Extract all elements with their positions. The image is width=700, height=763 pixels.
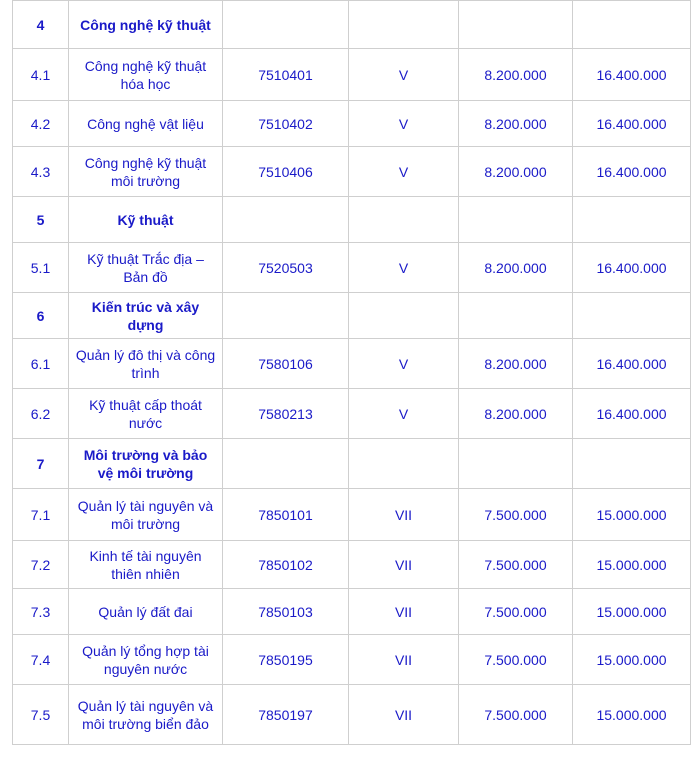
table-row [13,339,691,389]
cell-major-name: Quản lý tài nguyên và môi trường biển đảo [69,685,223,745]
cell-group [349,439,459,489]
cell-code [223,293,349,339]
cell-group: V [349,339,459,389]
table-row-group-7 [13,439,691,489]
cell-fee-1: 8.200.000 [459,389,573,439]
table-row [13,541,691,589]
cell-fee-2 [573,1,691,49]
cell-code: 7850102 [223,541,349,589]
cell-code: 7580213 [223,389,349,439]
cell-fee-2: 16.400.000 [573,389,691,439]
cell-code [223,197,349,243]
tuition-table [12,0,691,745]
cell-fee-2: 16.400.000 [573,243,691,293]
cell-fee-1: 8.200.000 [459,147,573,197]
cell-fee-1 [459,1,573,49]
cell-group: V [349,147,459,197]
cell-stt: 5 [13,197,69,243]
table-row [13,685,691,745]
cell-fee-1: 7.500.000 [459,489,573,541]
table-row [13,49,691,101]
cell-fee-1: 8.200.000 [459,243,573,293]
cell-fee-2: 16.400.000 [573,339,691,389]
cell-fee-1: 7.500.000 [459,685,573,745]
cell-fee-1 [459,197,573,243]
cell-fee-2: 16.400.000 [573,49,691,101]
cell-stt: 4.1 [13,49,69,101]
cell-fee-1: 8.200.000 [459,101,573,147]
cell-code: 7850103 [223,589,349,635]
cell-stt: 7 [13,439,69,489]
cell-code: 7510402 [223,101,349,147]
table-row-group-4 [13,1,691,49]
cell-major-name: Công nghệ kỹ thuật [69,1,223,49]
cell-fee-2: 16.400.000 [573,101,691,147]
cell-major-name: Môi trường và bảo vệ môi trường [69,439,223,489]
cell-code [223,1,349,49]
cell-major-name: Quản lý tổng hợp tài nguyên nước [69,635,223,685]
table-row-group-5 [13,197,691,243]
cell-fee-1: 7.500.000 [459,541,573,589]
table-row [13,635,691,685]
cell-fee-1 [459,293,573,339]
cell-fee-2 [573,439,691,489]
cell-fee-2: 15.000.000 [573,489,691,541]
cell-code: 7850101 [223,489,349,541]
cell-major-name: Công nghệ kỹ thuật môi trường [69,147,223,197]
cell-fee-2: 15.000.000 [573,541,691,589]
cell-fee-1: 8.200.000 [459,339,573,389]
cell-fee-1: 7.500.000 [459,635,573,685]
cell-group: V [349,101,459,147]
cell-fee-2 [573,293,691,339]
cell-group: V [349,49,459,101]
table-row [13,147,691,197]
cell-stt: 4.2 [13,101,69,147]
cell-stt: 7.5 [13,685,69,745]
cell-major-name: Công nghệ vật liệu [69,101,223,147]
cell-group: VII [349,685,459,745]
cell-fee-1: 8.200.000 [459,49,573,101]
cell-major-name: Kinh tế tài nguyên thiên nhiên [69,541,223,589]
cell-code [223,439,349,489]
cell-group: VII [349,489,459,541]
cell-stt: 6.1 [13,339,69,389]
table-row [13,101,691,147]
table-row-group-6 [13,293,691,339]
cell-major-name: Kỹ thuật [69,197,223,243]
cell-stt: 7.2 [13,541,69,589]
cell-fee-2: 15.000.000 [573,589,691,635]
cell-stt: 4 [13,1,69,49]
cell-stt: 6.2 [13,389,69,439]
cell-code: 7520503 [223,243,349,293]
cell-stt: 7.1 [13,489,69,541]
cell-fee-1 [459,439,573,489]
cell-stt: 5.1 [13,243,69,293]
cell-major-name: Kỹ thuật cấp thoát nước [69,389,223,439]
cell-major-name: Quản lý đô thị và công trình [69,339,223,389]
cell-fee-2: 15.000.000 [573,635,691,685]
cell-group: VII [349,589,459,635]
cell-stt: 7.4 [13,635,69,685]
cell-group [349,1,459,49]
table-row [13,389,691,439]
cell-code: 7580106 [223,339,349,389]
cell-group [349,197,459,243]
cell-major-name: Công nghệ kỹ thuật hóa học [69,49,223,101]
cell-group: V [349,389,459,439]
cell-major-name: Quản lý tài nguyên và môi trường [69,489,223,541]
cell-major-name: Kỹ thuật Trắc địa – Bản đồ [69,243,223,293]
cell-major-name: Quản lý đất đai [69,589,223,635]
cell-stt: 7.3 [13,589,69,635]
cell-group: VII [349,541,459,589]
cell-code: 7510406 [223,147,349,197]
table-row [13,243,691,293]
cell-stt: 6 [13,293,69,339]
cell-stt: 4.3 [13,147,69,197]
cell-fee-2: 16.400.000 [573,147,691,197]
cell-group: VII [349,635,459,685]
cell-fee-1: 7.500.000 [459,589,573,635]
cell-major-name: Kiến trúc và xây dựng [69,293,223,339]
table-row [13,589,691,635]
cell-code: 7850195 [223,635,349,685]
cell-fee-2: 15.000.000 [573,685,691,745]
cell-group [349,293,459,339]
cell-group: V [349,243,459,293]
cell-fee-2 [573,197,691,243]
cell-code: 7510401 [223,49,349,101]
table-row [13,489,691,541]
cell-code: 7850197 [223,685,349,745]
